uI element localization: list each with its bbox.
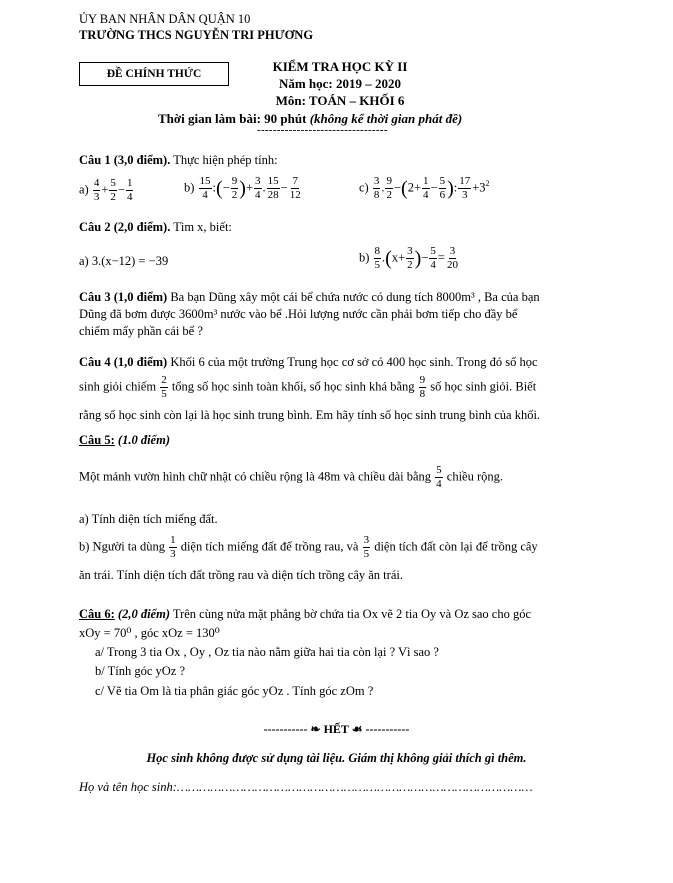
q5-part-b: b) Người ta dùng $\frac{1}{3}$ diện tích miếng đất để trồng rau, và $\frac{3}{5}$ diện tích đất còn lại để trồng cây: [79, 534, 538, 560]
q6-line2: xOy = 70⁰ , góc xOz = 130⁰: [79, 626, 220, 640]
q6-part-b: b/ Tính góc yOz ?: [95, 664, 186, 678]
subject: Môn: TOÁN – KHỐI 6: [275, 93, 405, 108]
q4-title: Câu 4 (1,0 điểm): [79, 355, 168, 369]
q4-line1: Khối 6 của một trường Trung học cơ sở có 400 học sinh. Trong đó số học: [167, 355, 538, 369]
q4-line3: rằng số học sinh còn lại là học sinh trung bình. Em hãy tính số học sinh trung bình của khối.: [79, 408, 541, 422]
q1-part-c: c) $\frac{3}{8}$ . $\frac{9}{2}$ −(2+ $\frac{1}{4}$ − $\frac{5}{6}$ ): $\frac{17}{3}$ $+3^2$: [359, 175, 490, 201]
q6-heading: [79, 607, 531, 622]
q2-b-label: b): [359, 250, 370, 265]
q5-b3: diện tích đất còn lại để trồng cây: [374, 539, 538, 554]
q5-part-a: a) Tính diện tích miếng đất.: [79, 512, 218, 526]
q4-line2c: số học sinh giỏi. Biết: [430, 379, 537, 394]
q6-line1: Trên cùng nửa mặt phẳng bờ chứa tia Ox vẽ 2 tia Oy và Oz sao cho góc: [169, 607, 532, 621]
student-name-line: Họ và tên học sinh:……………………………………………………………………………………: [79, 780, 533, 794]
q5-b2: diện tích miếng đất để trồng rau, và: [180, 539, 359, 554]
q5-title: Câu 5:: [79, 433, 115, 447]
q3-line2: Dũng đã bơm được 3600m³ nước vào bể .Hỏi lượng nước cần phải bơm tiếp cho đầy bể: [79, 307, 518, 321]
school-year: Năm học: 2019 – 2020: [278, 76, 402, 91]
q3-title: Câu 3 (1,0 điểm): [79, 290, 168, 304]
q1-heading: [79, 153, 278, 168]
q6-part-a: a/ Trong 3 tia Ox , Oy , Oz tia nào nằm giữa hai tia còn lại ? Vì sao ?: [95, 645, 439, 659]
q6-part-c: c/ Vẽ tia Om là tia phân giác góc yOz . Tính góc zOm ?: [95, 684, 374, 698]
q5-b1: b) Người ta dùng: [79, 539, 165, 554]
official-label: ĐỀ CHÍNH THỨC: [79, 62, 229, 86]
q6-title: Câu 6:: [79, 607, 115, 621]
q5-points: (1.0 điểm): [117, 433, 170, 447]
q1-part-b: b) $\frac{15}{4}$ :(− $\frac{9}{2}$ )+ $\frac{3}{4}$ . $\frac{15}{28}$ − $\frac{7}{12}$: [184, 175, 301, 201]
q2-part-a: [79, 254, 168, 269]
q1-title: Câu 1 (3,0 điểm).: [79, 153, 171, 167]
q4-line2a: sinh giỏi chiếm: [79, 379, 157, 394]
q1-c-label: c): [359, 180, 369, 195]
end-marker: ----------- ❧ HẾT ☙ -----------: [263, 722, 410, 736]
q3-line1: Ba bạn Dũng xây một cái bể chứa nước có dung tích 8000m³ , Ba của bạn: [167, 290, 540, 304]
q1-text: Thực hiện phép tính:: [170, 153, 278, 167]
q3-block: [79, 289, 619, 340]
exam-title: KIỂM TRA HỌC KỲ II: [272, 59, 408, 74]
q2-heading: [79, 220, 232, 235]
duration-main: Thời gian làm bài: 90 phút: [158, 111, 307, 126]
q2-title: Câu 2 (2,0 điểm).: [79, 220, 171, 234]
q1-a-label: a): [79, 182, 89, 197]
q2-a-label: a): [79, 254, 89, 268]
header-rule: ---------------------------------: [257, 124, 388, 136]
q2-a-expr: 3.(x−12) = −39: [91, 254, 169, 268]
q5-line1: Một mảnh vườn hình chữ nhật có chiều rộng là 48m và chiều dài bằng $\frac{5}{4}$ chiều rộng.: [79, 464, 504, 490]
q3-line3: chiếm mấy phần cái bể ?: [79, 324, 203, 338]
q6-points: (2,0 điểm): [117, 607, 170, 621]
school-name: TRƯỜNG THCS NGUYỄN TRI PHƯƠNG: [79, 28, 314, 42]
q4-line2-row: sinh giỏi chiếm $\frac{2}{5}$ tổng số học sinh toàn khối, số học sinh khá bằng $\frac{9}{8}$ số học sinh giỏi. Biết: [79, 374, 537, 400]
q5-heading: [79, 433, 170, 448]
q4-line2b: tổng số học sinh toàn khối, số học sinh khá bằng: [171, 379, 415, 394]
q1-part-a: a) $\frac{4}{3}$ + $\frac{5}{2}$ − $\frac{1}{4}$: [79, 177, 133, 203]
q5-b4: ăn trái. Tính diện tích đất trồng rau và diện tích trồng cây ăn trái.: [79, 568, 403, 582]
q1-b-label: b): [184, 180, 195, 195]
org-name: ỦY BAN NHÂN DÂN QUẬN 10: [79, 12, 251, 26]
duration-note: (không kể thời gian phát đề): [309, 111, 463, 126]
q5-line1b: chiều rộng.: [446, 469, 504, 484]
q2-text: Tìm x, biết:: [170, 220, 232, 234]
q4-line1-row: [79, 355, 538, 370]
exam-note: Học sinh không được sử dụng tài liệu. Giám thị không giải thích gì thêm.: [146, 751, 527, 765]
q5-line1a: Một mảnh vườn hình chữ nhật có chiều rộng là 48m và chiều dài bằng: [79, 469, 432, 484]
q2-part-b: b) $\frac{8}{5}$ .(x+ $\frac{3}{2}$ )− $\frac{5}{4}$ = $\frac{3}{20}$: [359, 245, 458, 271]
